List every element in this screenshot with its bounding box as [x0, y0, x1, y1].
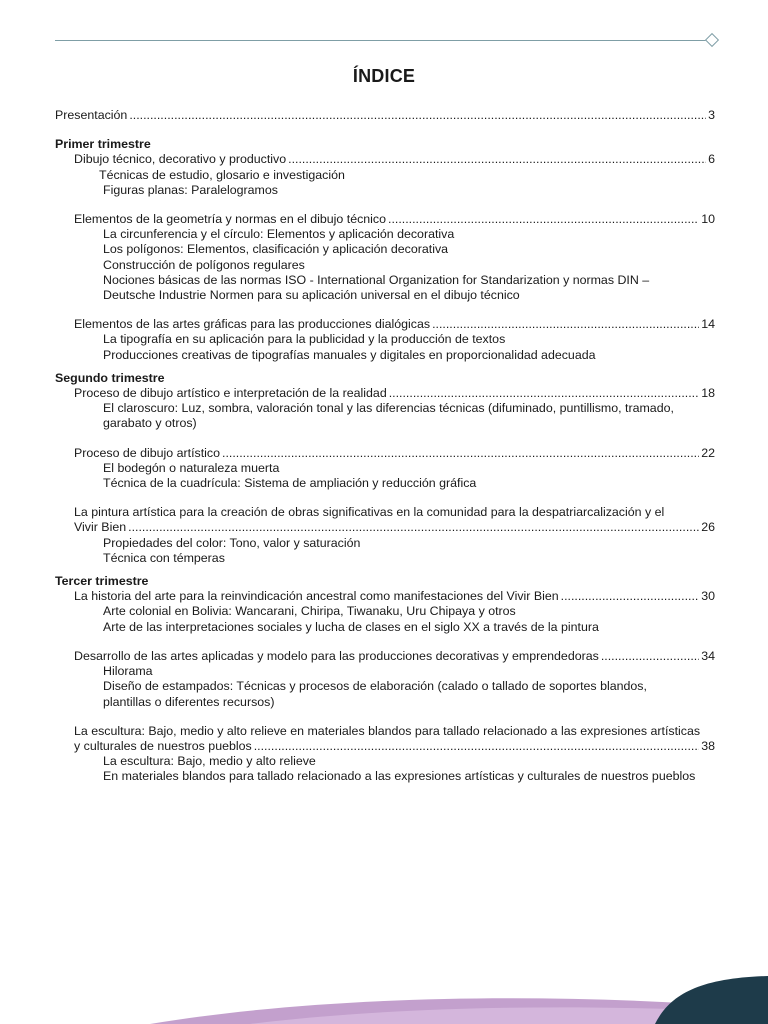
toc-subentry: Arte colonial en Bolivia: Wancarani, Chiripa, Tiwanaku, Uru Chipaya y otros [103, 604, 516, 619]
page-number: 6 [708, 152, 715, 167]
toc-subentry: El bodegón o naturaleza muerta [103, 460, 280, 475]
leader-dots [254, 739, 699, 754]
page-number: 34 [701, 648, 715, 663]
toc-subentry: Técnica de la cuadrícula: Sistema de ampliación y reducción gráfica [103, 476, 477, 491]
toc-entry-line1[interactable]: La escultura: Bajo, medio y alto relieve en materiales blandos para tallado relacionado a las expresiones artísticas [74, 723, 701, 738]
toc-entry[interactable]: Elementos de la geometría y normas en el dibujo técnico ..... 10 [55, 212, 715, 227]
toc-entry[interactable]: Dibujo técnico, decorativo y productivo ..... 6 [55, 152, 715, 167]
toc-entry-line1[interactable]: La pintura artística para la creación de obras significativas en la comunidad para la despatriarcalización y el [74, 505, 665, 520]
toc-subentry: Hilorama [103, 664, 153, 679]
section-heading: Primer trimestre [55, 137, 151, 152]
page-title: ÍNDICE [352, 66, 416, 86]
toc-subentry: La tipografía en su aplicación para la publicidad y la producción de textos [103, 332, 506, 347]
toc-entry[interactable]: Elementos de las artes gráficas para las producciones dialógicas ..... 14 [55, 317, 715, 332]
page-number: 18 [701, 386, 715, 401]
toc-subentry: Figuras planas: Paralelogramos [103, 182, 278, 197]
leader-dots [128, 520, 699, 535]
toc-entry[interactable]: Proceso de dibujo artístico e interpretación de la realidad ..... 18 [55, 386, 715, 401]
page-number: 22 [701, 445, 715, 460]
toc-entry[interactable]: Vivir Bien ..... 26 [55, 520, 715, 535]
toc-subentry: El claroscuro: Luz, sombra, valoración tonal y las diferencias técnicas (difuminado, puntillismo, tramado, garabato y otros) [103, 401, 674, 431]
page-number: 30 [701, 589, 715, 604]
leader-dots [432, 317, 699, 332]
toc-entry[interactable]: Proceso de dibujo artístico ..... 22 [55, 446, 715, 461]
toc-subentry: La circunferencia y el círculo: Elementos y aplicación decorativa [103, 227, 455, 242]
section-heading: Tercer trimestre [55, 574, 149, 589]
leader-dots [561, 589, 700, 604]
diamond-ornament [705, 33, 719, 47]
toc-subentry: Diseño de estampados: Técnicas y procesos de elaboración (calado o tallado de soportes blandos, plantillas o diferentes recursos) [103, 679, 647, 709]
section-heading: Segundo trimestre [55, 370, 165, 385]
leader-dots [388, 212, 699, 227]
toc-subentry: Propiedades del color: Tono, valor y saturación [103, 535, 361, 550]
toc-subentry: La escultura: Bajo, medio y alto relieve [103, 754, 316, 769]
toc-subentry: Técnicas de estudio, glosario e investigación [99, 167, 345, 182]
leader-dots [288, 152, 706, 167]
page-number: 38 [701, 738, 715, 753]
leader-dots [222, 446, 699, 461]
toc-subentry: Arte de las interpretaciones sociales y lucha de clases en el siglo XX a través de la pintura [103, 619, 599, 634]
leader-dots [129, 108, 706, 123]
toc-entry[interactable]: La historia del arte para la reinvindicación ancestral como manifestaciones del Vivir Bien ..... 30 [55, 589, 715, 604]
toc-subentry: Los polígonos: Elementos, clasificación y aplicación decorativa [103, 242, 449, 257]
toc-entry[interactable]: y culturales de nuestros pueblos ..... 38 [55, 739, 715, 754]
top-rule [55, 40, 707, 41]
footer-dark-shape [655, 976, 768, 1024]
toc-entry[interactable]: Desarrollo de las artes aplicadas y modelo para las producciones decorativas y emprendedoras ..... 34 [55, 649, 715, 664]
toc-subentry: Técnica con témperas [103, 550, 225, 565]
leader-dots [389, 386, 699, 401]
table-of-contents [55, 108, 715, 785]
toc-subentry: Construcción de polígonos regulares [103, 257, 305, 272]
toc-subentry: Nociones básicas de las normas ISO - International Organization for Standarization y normas DIN – Deutsche Industrie Normen para su aplicación universal en el dibujo técnico [103, 272, 650, 303]
footer-decoration [0, 964, 768, 1024]
page-number: 14 [701, 317, 715, 332]
leader-dots [601, 649, 699, 664]
page-number: 26 [701, 520, 715, 535]
toc-subentry: En materiales blandos para tallado relacionado a las expresiones artísticas y culturales de nuestros pueblos [103, 769, 696, 784]
toc-entry-presentation[interactable]: Presentación ..... 3 [55, 108, 715, 123]
page-number: 3 [708, 108, 715, 122]
page-number: 10 [701, 212, 715, 227]
toc-subentry: Producciones creativas de tipografías manuales y digitales en proporcionalidad adecuada [103, 347, 596, 362]
